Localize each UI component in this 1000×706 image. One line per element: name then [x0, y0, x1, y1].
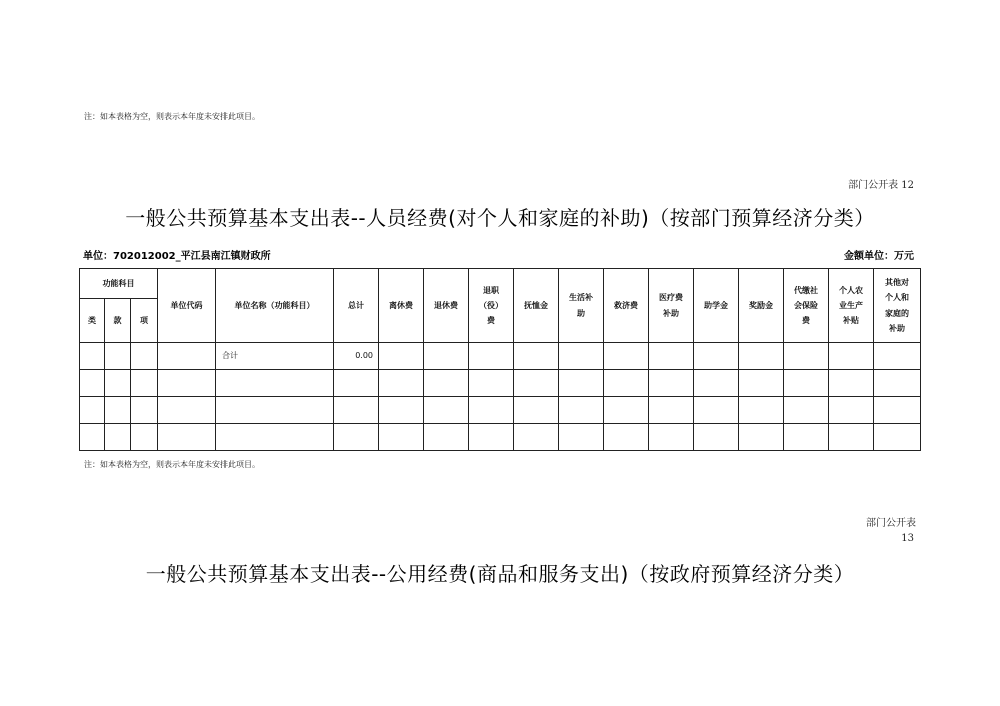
header-column: 退职 （役） 费 [469, 269, 514, 343]
table-cell [216, 424, 334, 451]
top-note: 注：如本表格为空，则表示本年度未安排此项目。 [84, 112, 260, 121]
table-cell [514, 343, 559, 370]
table-cell [739, 343, 784, 370]
header-func-group: 功能科目 [80, 269, 158, 299]
table-cell [424, 397, 469, 424]
table-cell [559, 343, 604, 370]
table-cell [559, 370, 604, 397]
table-cell [158, 397, 216, 424]
table12-unit-right: 金额单位：万元 [844, 251, 914, 262]
header-column: 医疗费 补助 [649, 269, 694, 343]
table13-title: 一般公共预算基本支出表--公用经费(商品和服务支出)（按政府预算经济分类） [145, 562, 855, 586]
table-cell [158, 424, 216, 451]
table-row [80, 343, 921, 370]
page-label-12: 部门公开表 12 [848, 180, 914, 191]
table-cell [784, 397, 829, 424]
header-column: 个人农 业生产 补贴 [829, 269, 874, 343]
table-cell [649, 343, 694, 370]
table-cell [874, 343, 921, 370]
table12-note: 注：如本表格为空，则表示本年度未安排此项目。 [84, 460, 260, 469]
table-cell [80, 424, 105, 451]
table-cell [379, 370, 424, 397]
table-row [80, 397, 921, 424]
table-cell [105, 370, 131, 397]
table12-grid [79, 268, 921, 451]
table-cell [604, 343, 649, 370]
table-cell [694, 424, 739, 451]
table-cell [694, 370, 739, 397]
table-cell [334, 397, 379, 424]
table-cell [379, 424, 424, 451]
table-header-row [80, 269, 921, 299]
table-cell [649, 424, 694, 451]
table-cell [649, 370, 694, 397]
table-cell [216, 397, 334, 424]
header-column: 抚恤金 [514, 269, 559, 343]
table-cell [334, 424, 379, 451]
table-cell: 合计 [216, 343, 334, 370]
table-cell [131, 343, 158, 370]
table-cell [874, 424, 921, 451]
table-cell [559, 397, 604, 424]
header-column: 救济费 [604, 269, 649, 343]
table12-title: 一般公共预算基本支出表--人员经费(对个人和家庭的补助)（按部门预算经济分类） [125, 206, 875, 230]
table-cell [514, 370, 559, 397]
header-func-sub: 款 [105, 299, 131, 343]
table-cell [514, 424, 559, 451]
table-cell [424, 424, 469, 451]
table-cell [469, 397, 514, 424]
page-label-13-line1: 部门公开表 [866, 518, 916, 529]
table-cell [739, 397, 784, 424]
table-cell [469, 370, 514, 397]
table-cell [649, 397, 694, 424]
table-row [80, 424, 921, 451]
table-cell [739, 424, 784, 451]
table-cell [105, 397, 131, 424]
header-column: 退休费 [424, 269, 469, 343]
table-cell [158, 370, 216, 397]
table-cell [80, 397, 105, 424]
table-cell [604, 370, 649, 397]
table-cell [80, 343, 105, 370]
header-column: 助学金 [694, 269, 739, 343]
table-cell [105, 424, 131, 451]
table-cell [874, 370, 921, 397]
table-cell [874, 397, 921, 424]
table-cell [424, 343, 469, 370]
table-cell [514, 397, 559, 424]
table-cell [784, 370, 829, 397]
header-column: 代缴社 会保险 费 [784, 269, 829, 343]
header-func-sub: 项 [131, 299, 158, 343]
table-cell [829, 397, 874, 424]
table-cell [604, 397, 649, 424]
table-cell [131, 370, 158, 397]
header-column: 单位名称（功能科目） [216, 269, 334, 343]
table-cell [829, 424, 874, 451]
header-column: 离休费 [379, 269, 424, 343]
page-label-13-line2: 13 [901, 533, 914, 544]
table-cell [694, 397, 739, 424]
table-cell [469, 424, 514, 451]
table-cell [559, 424, 604, 451]
table-cell [105, 343, 131, 370]
table-cell [379, 343, 424, 370]
header-column: 奖励金 [739, 269, 784, 343]
table-cell [604, 424, 649, 451]
header-column: 总计 [334, 269, 379, 343]
table-cell [784, 424, 829, 451]
header-column: 生活补 助 [559, 269, 604, 343]
table-cell [379, 397, 424, 424]
table-cell [131, 397, 158, 424]
table12-unit-left: 单位：702012002_平江县南江镇财政所 [83, 251, 271, 262]
table-cell [158, 343, 216, 370]
table-cell [424, 370, 469, 397]
table-cell [829, 370, 874, 397]
table-cell [784, 343, 829, 370]
table-cell [694, 343, 739, 370]
table-cell [216, 370, 334, 397]
table-cell [334, 370, 379, 397]
table-cell [469, 343, 514, 370]
table-cell [829, 343, 874, 370]
table-cell [131, 424, 158, 451]
table-cell: 0.00 [334, 343, 379, 370]
table-row [80, 370, 921, 397]
header-func-sub: 类 [80, 299, 105, 343]
table-cell [739, 370, 784, 397]
header-column: 单位代码 [158, 269, 216, 343]
header-column: 其他对 个人和 家庭的 补助 [874, 269, 921, 343]
table-cell [80, 370, 105, 397]
